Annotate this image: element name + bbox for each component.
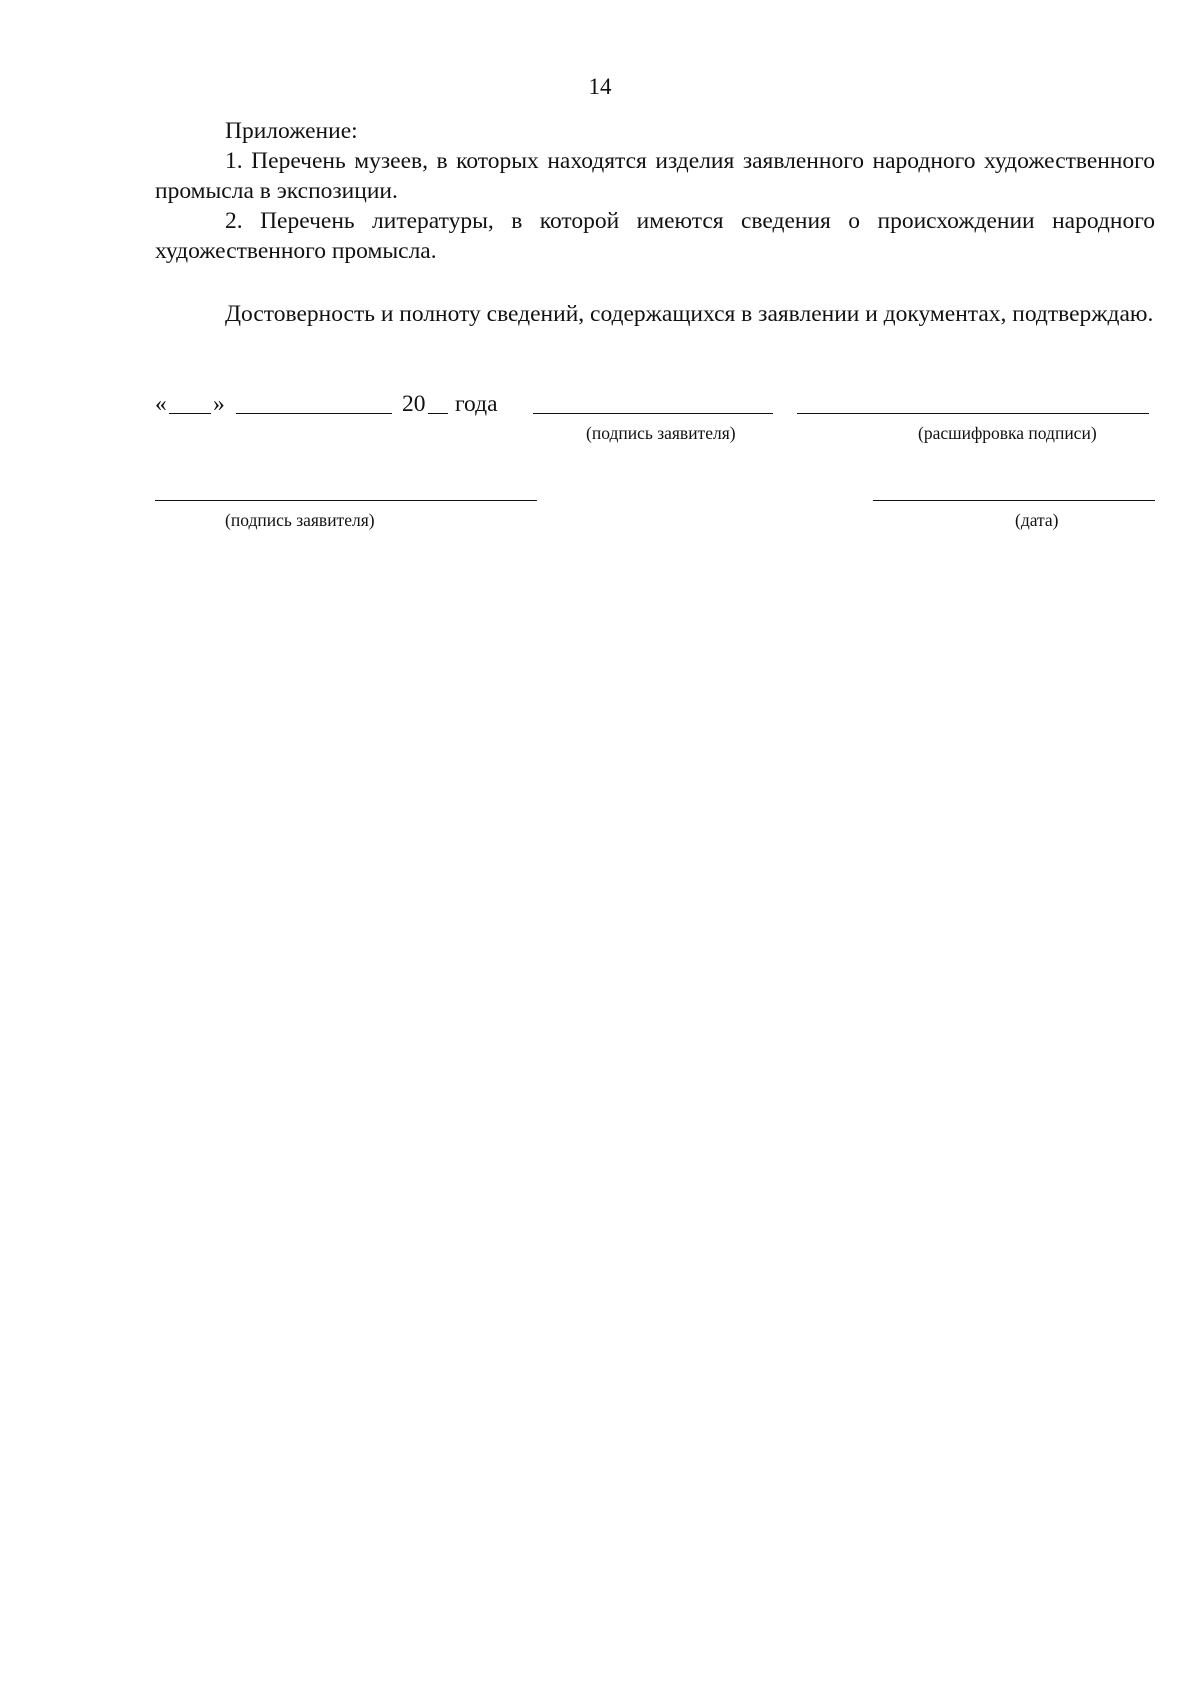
appendix-block	[155, 116, 1155, 266]
confirmation-text: Достоверность и полноту сведений, содержащихся в заявлении и документах, подтверждаю.	[225, 301, 1154, 327]
caption-date: (дата)	[1015, 510, 1059, 530]
close-quote: »	[213, 391, 225, 417]
year-suffix: года	[455, 391, 498, 417]
bottom-signature-line	[155, 500, 537, 501]
confirmation-block	[155, 299, 1155, 329]
appendix-heading: Приложение:	[225, 118, 358, 144]
year-blank-line	[428, 413, 448, 414]
open-quote: «	[155, 391, 167, 417]
appendix-item-2: 2. Перечень литературы, в которой имеются сведения о происхождении народного художественного промысла.	[155, 208, 1155, 264]
month-blank-line	[236, 413, 392, 414]
caption-bottom-signature: (подпись заявителя)	[225, 510, 375, 530]
appendix-item-1: 1. Перечень музеев, в которых находятся изделия заявленного народного художественного промысла в экспозиции.	[155, 148, 1155, 204]
signature-decoding-line	[797, 413, 1149, 414]
caption-signature-decoding: (расшифровка подписи)	[918, 423, 1097, 443]
page-number: 14	[588, 74, 612, 99]
date-line	[873, 500, 1155, 501]
caption-applicant-signature: (подпись заявителя)	[586, 423, 736, 443]
signature-line	[533, 413, 773, 414]
year-prefix: 20	[402, 391, 426, 417]
day-blank-line	[169, 413, 211, 414]
